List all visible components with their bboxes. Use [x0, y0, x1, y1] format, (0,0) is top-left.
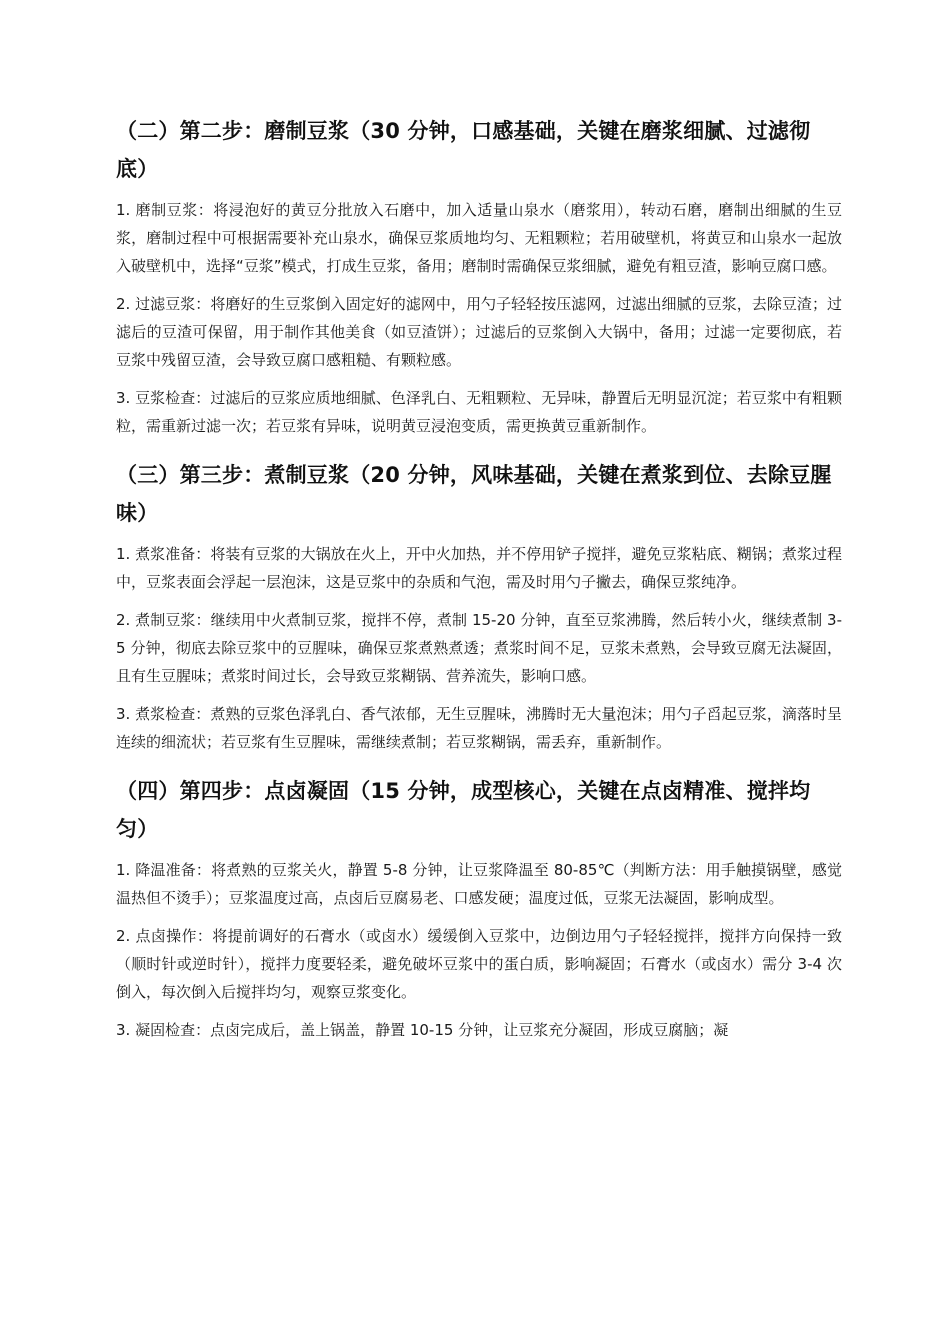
paragraph: 2. 煮制豆浆：继续用中火煮制豆浆，搅拌不停，煮制 15-20 分钟，直至豆浆沸腾，然后转小火，继续煮制 3-5 分钟，彻底去除豆浆中的豆腥味，确保豆浆煮熟煮透；煮浆时间不足，豆浆未煮熟，会导致豆腐无法凝固，且有生豆腥味；煮浆时间过长，会导致豆浆糊锅、营养流失，影响口感。: [116, 611, 842, 685]
section-heading: （四）第四步：点卤凝固（15 分钟，成型核心，关键在点卤精准、搅拌均匀）: [116, 779, 811, 841]
section-heading: （二）第二步：磨制豆浆（30 分钟，口感基础，关键在磨浆细腻、过滤彻底）: [116, 119, 811, 181]
section-step-3: [116, 456, 842, 756]
paragraph: 1. 磨制豆浆：将浸泡好的黄豆分批放入石磨中，加入适量山泉水（磨浆用），转动石磨，磨制出细腻的生豆浆，磨制过程中可根据需要补充山泉水，确保豆浆质地均匀、无粗颗粒；若用破壁机，将黄豆和山泉水一起放入破壁机中，选择“豆浆”模式，打成生豆浆，备用；磨制时需确保豆浆细腻，避免有粗豆渣，影响豆腐口感。: [116, 201, 842, 275]
document-page: [116, 112, 842, 1044]
paragraph: 3. 豆浆检查：过滤后的豆浆应质地细腻、色泽乳白、无粗颗粒、无异味，静置后无明显沉淀；若豆浆中有粗颗粒，需重新过滤一次；若豆浆有异味，说明黄豆浸泡变质，需更换黄豆重新制作。: [116, 389, 842, 435]
paragraph: 1. 降温准备：将煮熟的豆浆关火，静置 5-8 分钟，让豆浆降温至 80-85℃（判断方法：用手触摸锅壁，感觉温热但不烫手）；豆浆温度过高，点卤后豆腐易老、口感发硬；温度过低，豆浆无法凝固，影响成型。: [116, 861, 842, 907]
section-step-2: [116, 112, 842, 440]
section-heading: （三）第三步：煮制豆浆（20 分钟，风味基础，关键在煮浆到位、去除豆腥味）: [116, 463, 832, 525]
paragraph: 2. 点卤操作：将提前调好的石膏水（或卤水）缓缓倒入豆浆中，边倒边用勺子轻轻搅拌，搅拌方向保持一致（顺时针或逆时针），搅拌力度要轻柔，避免破坏豆浆中的蛋白质，影响凝固；石膏水（或卤水）需分 3-4 次倒入，每次倒入后搅拌均匀，观察豆浆变化。: [116, 927, 842, 1001]
paragraph: 3. 煮浆检查：煮熟的豆浆色泽乳白、香气浓郁，无生豆腥味，沸腾时无大量泡沫；用勺子舀起豆浆，滴落时呈连续的细流状；若豆浆有生豆腥味，需继续煮制；若豆浆糊锅，需丢弃，重新制作。: [116, 705, 842, 751]
section-step-4: [116, 772, 842, 1044]
paragraph: 3. 凝固检查：点卤完成后，盖上锅盖，静置 10-15 分钟，让豆浆充分凝固，形成豆腐脑；凝: [116, 1021, 729, 1039]
paragraph: 2. 过滤豆浆：将磨好的生豆浆倒入固定好的滤网中，用勺子轻轻按压滤网，过滤出细腻的豆浆，去除豆渣；过滤后的豆渣可保留，用于制作其他美食（如豆渣饼）；过滤后的豆浆倒入大锅中，备用；过滤一定要彻底，若豆浆中残留豆渣，会导致豆腐口感粗糙、有颗粒感。: [116, 295, 842, 369]
paragraph: 1. 煮浆准备：将装有豆浆的大锅放在火上，开中火加热，并不停用铲子搅拌，避免豆浆粘底、糊锅；煮浆过程中，豆浆表面会浮起一层泡沫，这是豆浆中的杂质和气泡，需及时用勺子撇去，确保豆浆纯净。: [116, 545, 842, 591]
